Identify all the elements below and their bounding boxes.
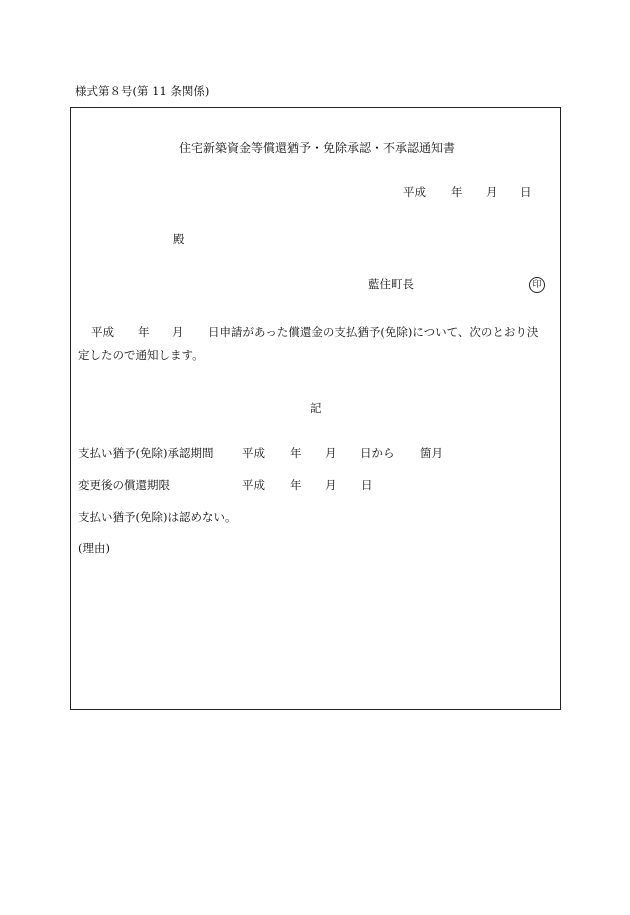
approval-period-from: 日から [360, 446, 395, 460]
approval-period-label: 支払い猶予(免除)承認期間 [78, 446, 214, 460]
approval-period-month: 月 [325, 446, 337, 460]
approval-period-era: 平成 [242, 446, 265, 460]
form-number: 様式第８号(第 11 条関係) [75, 84, 210, 98]
seal-mark: 印 [529, 277, 545, 293]
body-line1-year: 年 [138, 325, 150, 339]
addressee-suffix: 殿 [173, 232, 185, 246]
body-line1-rest: 日申請があった償還金の支払猶予(免除)について、次のとおり決 [208, 325, 539, 339]
issue-date-month: 月 [486, 185, 498, 199]
new-deadline-month: 月 [325, 478, 337, 492]
new-deadline-era: 平成 [242, 478, 265, 492]
new-deadline-label: 変更後の償還期限 [78, 478, 170, 492]
body-line1-month: 月 [172, 325, 184, 339]
not-approved-statement: 支払い猶予(免除)は認めない。 [78, 510, 237, 524]
approval-period-months: 箇月 [420, 446, 443, 460]
issuer-name: 藍住町長 [368, 277, 414, 291]
new-deadline-year: 年 [290, 478, 302, 492]
reason-label: (理由) [78, 541, 110, 555]
approval-period-year: 年 [290, 446, 302, 460]
document-title: 住宅新築資金等償還猶予・免除承認・不承認通知書 [179, 141, 456, 155]
new-deadline-day: 日 [361, 478, 373, 492]
issue-date-day: 日 [520, 185, 532, 199]
issue-date-year: 年 [451, 185, 463, 199]
record-marker: 記 [310, 401, 322, 415]
body-line1-era: 平成 [91, 325, 114, 339]
issue-date-era: 平成 [403, 185, 426, 199]
body-line2: 定したので通知します。 [78, 348, 204, 362]
